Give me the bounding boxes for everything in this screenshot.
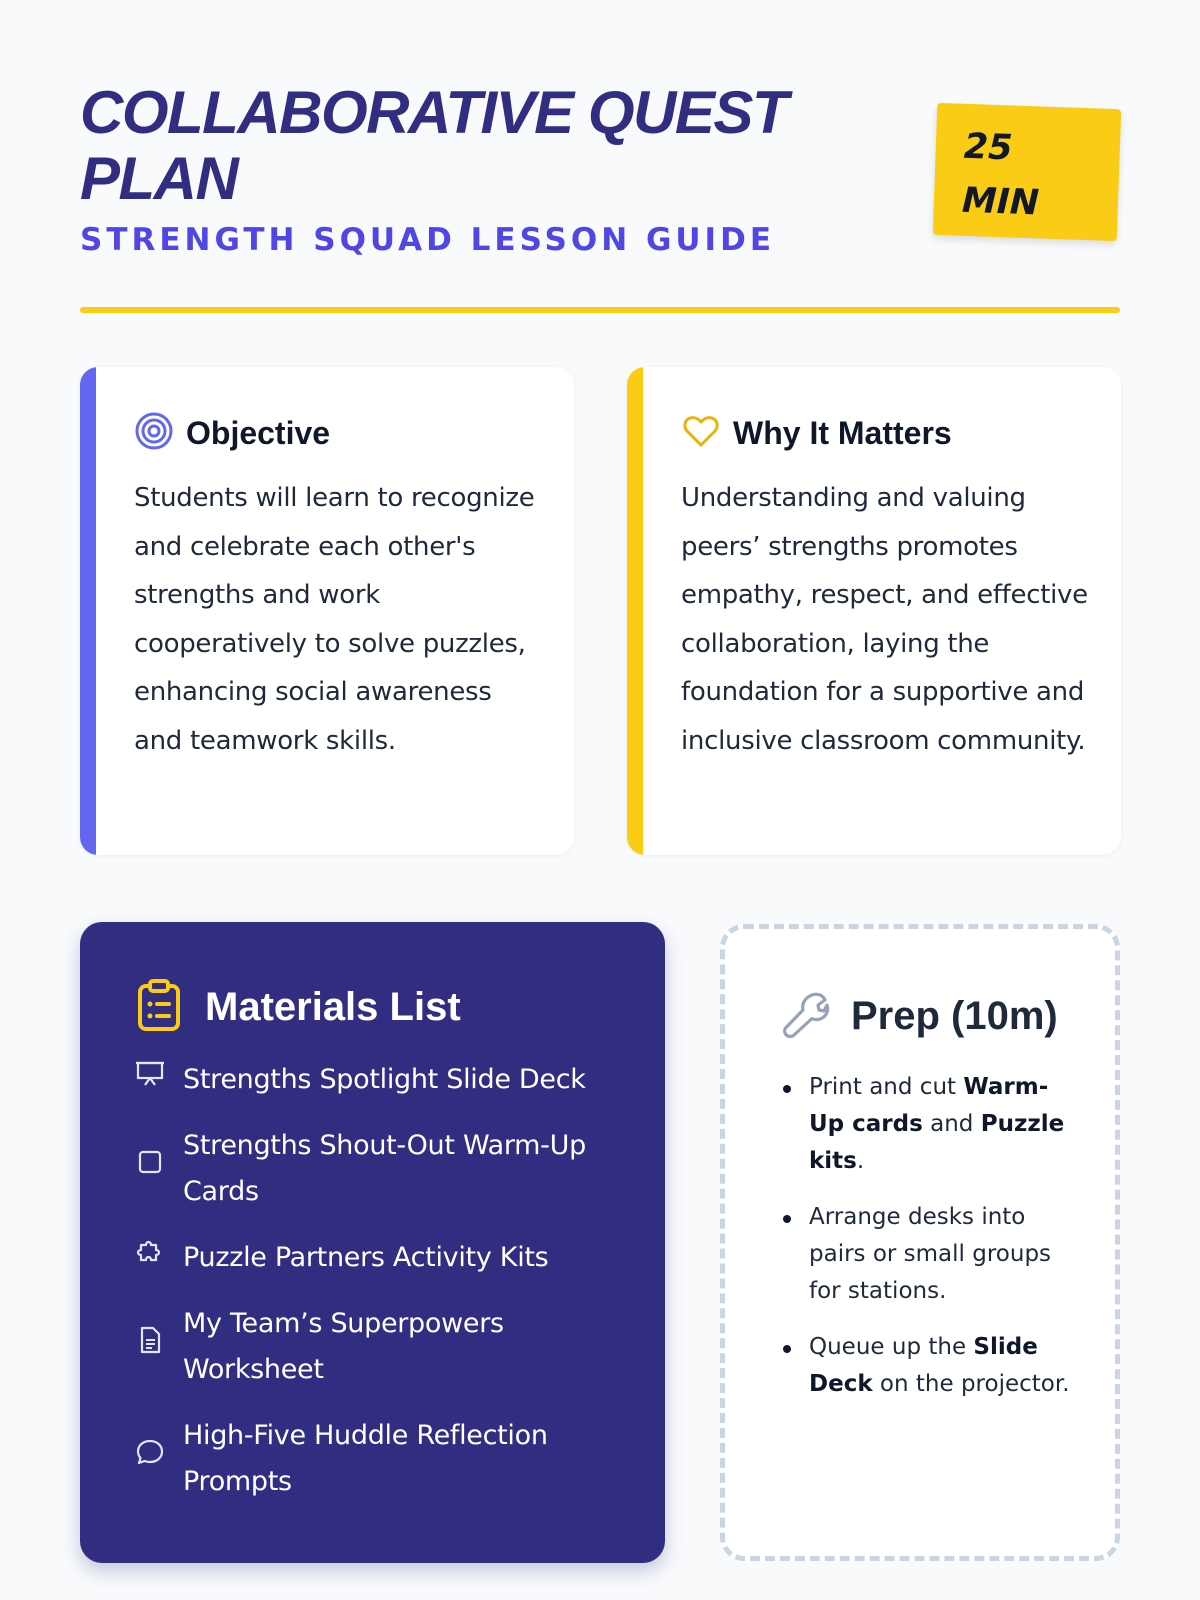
lesson-plan-page (80, 0, 1120, 1600)
prep-step: Print and cut Warm-Up cards and Puzzle kits. (781, 1069, 1071, 1180)
objective-title: Objective (186, 414, 331, 451)
materials-title: Materials List (205, 984, 461, 1029)
chat-bubble-icon (135, 1436, 183, 1482)
prep-list (781, 1069, 1071, 1422)
target-icon (134, 411, 174, 455)
wrench-icon (781, 989, 831, 1043)
material-label: Puzzle Partners Activity Kits (183, 1242, 549, 1273)
clipboard-icon (135, 978, 183, 1036)
material-item (135, 1301, 635, 1393)
material-item (135, 1057, 635, 1103)
material-label: My Team’s Superpowers Worksheet (183, 1308, 504, 1385)
material-label: Strengths Spotlight Slide Deck (183, 1064, 586, 1095)
why-text: Understanding and valuing peers’ strengths promotes empathy, respect, and effective collaboration, laying the foundation for a supportive and inclusive classroom community. (681, 483, 1088, 756)
time-badge: 25 MIN (933, 103, 1121, 241)
objective-header (134, 411, 330, 455)
puzzle-icon (135, 1235, 183, 1281)
material-item (135, 1123, 635, 1215)
materials-header (135, 978, 461, 1036)
material-label: High-Five Huddle Reflection Prompts (183, 1420, 548, 1497)
why-header (681, 411, 952, 455)
material-item (135, 1413, 635, 1505)
prep-step: Queue up the Slide Deck on the projector. (781, 1329, 1071, 1403)
page-title: COLLABORATIVE QUEST PLAN (80, 79, 788, 212)
heart-icon (681, 411, 721, 455)
why-it-matters-card (627, 367, 1121, 855)
prep-step: Arrange desks into pairs or small groups for stations. (781, 1199, 1071, 1310)
material-label: Strengths Shout-Out Warm-Up Cards (183, 1130, 586, 1207)
objective-text: Students will learn to recognize and celebrate each other's strengths and work cooperatively to solve puzzles, enhancing social awareness and teamwork skills. (134, 483, 535, 756)
prep-panel (720, 924, 1120, 1561)
material-item (135, 1235, 635, 1281)
prep-header (781, 989, 1058, 1043)
page-subtitle: STRENGTH SQUAD LESSON GUIDE (80, 222, 776, 258)
presentation-icon (135, 1057, 183, 1103)
document-icon (135, 1324, 183, 1370)
objective-card (80, 367, 574, 855)
materials-panel (80, 922, 665, 1563)
materials-list (135, 1057, 635, 1525)
square-icon (135, 1146, 183, 1192)
prep-title: Prep (10m) (851, 993, 1058, 1038)
why-title: Why It Matters (733, 414, 952, 451)
header-divider (80, 307, 1120, 313)
